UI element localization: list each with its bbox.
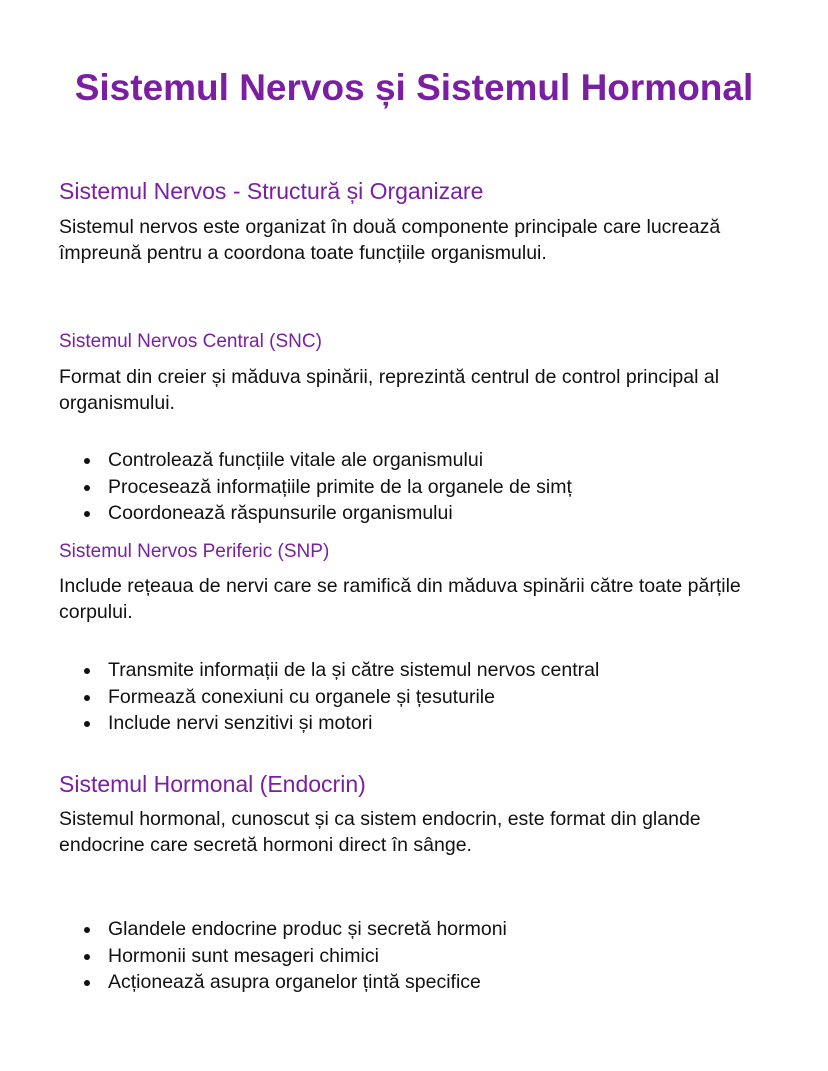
- section-heading-nervous-structure: Sistemul Nervos - Structură și Organizare: [59, 178, 484, 204]
- list-item: Acționează asupra organelor țintă specifice: [59, 969, 774, 996]
- snp-paragraph: Include rețeaua de nervi care se ramifică din măduva spinării către toate părțile corpului.: [59, 575, 741, 623]
- list-item: Include nervi senzitivi și motori: [59, 710, 774, 737]
- list-item: Procesează informațiile primite de la organele de simț: [59, 474, 774, 501]
- list-item: Transmite informații de la și către sistemul nervos central: [59, 657, 774, 684]
- section-heading-hormonal: Sistemul Hormonal (Endocrin): [59, 771, 366, 797]
- hormonal-bullet-list: [59, 916, 774, 996]
- subsection-heading-snc: Sistemul Nervos Central (SNC): [59, 331, 322, 352]
- snp-bullet-list: [59, 657, 774, 737]
- page-title: Sistemul Nervos și Sistemul Hormonal: [74, 67, 754, 108]
- snc-bullet-list: [59, 447, 774, 527]
- list-item: Glandele endocrine produc și secretă hormoni: [59, 916, 774, 943]
- snc-paragraph: Format din creier și măduva spinării, reprezintă centrul de control principal al organismului.: [59, 366, 720, 414]
- hormonal-paragraph: Sistemul hormonal, cunoscut și ca sistem endocrin, este format din glande endocrine care secretă hormoni direct în sânge.: [59, 808, 701, 856]
- list-item: Controlează funcțiile vitale ale organismului: [59, 447, 774, 474]
- section-intro-paragraph: Sistemul nervos este organizat în două componente principale care lucrează împreună pentru a coordona toate funcțiile organismului.: [59, 216, 721, 264]
- subsection-heading-snp: Sistemul Nervos Periferic (SNP): [59, 541, 330, 562]
- list-item: Hormonii sunt mesageri chimici: [59, 943, 774, 970]
- list-item: Formează conexiuni cu organele și țesuturile: [59, 684, 774, 711]
- list-item: Coordonează răspunsurile organismului: [59, 500, 774, 527]
